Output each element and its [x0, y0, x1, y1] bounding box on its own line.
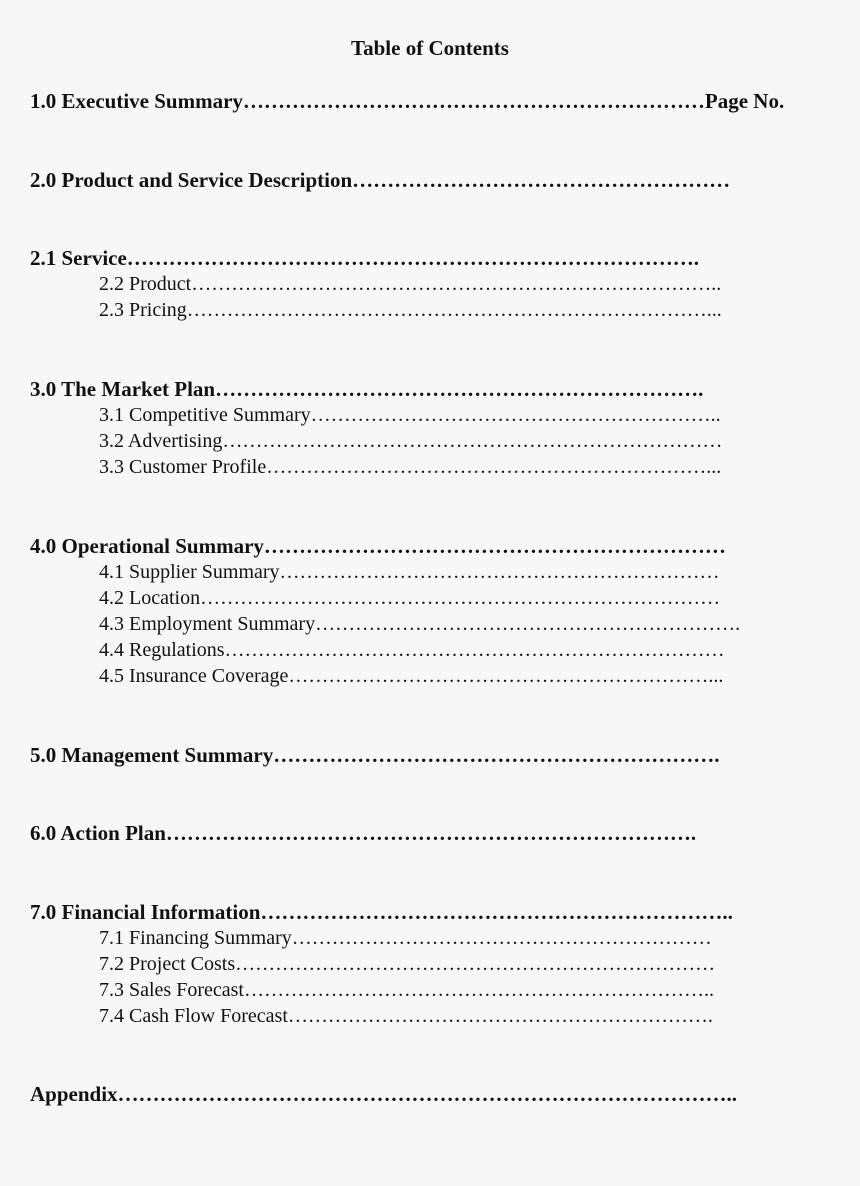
- toc-entry-4-0-operational-summary: 4.0 Operational Summary…………………………………………………………: [30, 534, 726, 558]
- toc-entry-4-3-employment-summary: 4.3 Employment Summary……………………………………………………….: [99, 613, 741, 635]
- toc-entry-2-0-product-and-service-description: 2.0 Product and Service Description………………………………………………: [30, 168, 731, 192]
- toc-entry-3-2-advertising: 3.2 Advertising…………………………………………………………………: [99, 430, 723, 452]
- toc-entry-appendix: Appendix……………………………………………………………………………..: [30, 1082, 738, 1106]
- toc-entry-3-0-the-market-plan: 3.0 The Market Plan…………………………………………………………….: [30, 377, 704, 401]
- toc-entry-7-0-financial-information: 7.0 Financial Information…………………………………………………………..: [30, 900, 733, 924]
- toc-entry-1-0-executive-summary: 1.0 Executive Summary…………………………………………………………Page No.: [30, 89, 785, 113]
- toc-entry-7-1-financing-summary: 7.1 Financing Summary………………………………………………………: [99, 927, 712, 949]
- toc-entry-7-3-sales-forecast: 7.3 Sales Forecast……………………………………………………………..: [99, 979, 714, 1001]
- toc-entry-4-5-insurance-coverage: 4.5 Insurance Coverage………………………………………………………...: [99, 665, 724, 687]
- toc-entry-4-1-supplier-summary: 4.1 Supplier Summary…………………………………………………………: [99, 561, 720, 583]
- toc-entry-7-2-project-costs: 7.2 Project Costs………………………………………………………………: [99, 953, 716, 975]
- toc-entry-4-2-location: 4.2 Location……………………………………………………………………: [99, 587, 721, 609]
- toc-entry-2-1-service: 2.1 Service……………………………………………………………………….: [30, 246, 700, 270]
- toc-entry-3-1-competitive-summary: 3.1 Competitive Summary……………………………………………………..: [99, 404, 721, 426]
- toc-entry-2-3-pricing: 2.3 Pricing……………………………………………………………………...: [99, 299, 722, 321]
- toc-entry-5-0-management-summary: 5.0 Management Summary……………………………………………………….: [30, 743, 720, 767]
- toc-entry-7-4-cash-flow-forecast: 7.4 Cash Flow Forecast……………………………………………………….: [99, 1005, 713, 1027]
- toc-entry-4-4-regulations: 4.4 Regulations…………………………………………………………………: [99, 639, 725, 661]
- page-title: Table of Contents: [351, 36, 509, 60]
- toc-entry-2-2-product: 2.2 Product……………………………………………………………………..: [99, 273, 722, 295]
- toc-entry-6-0-action-plan: 6.0 Action Plan………………………………………………………………….: [30, 821, 697, 845]
- toc-entry-3-3-customer-profile: 3.3 Customer Profile…………………………………………………………...: [99, 456, 722, 478]
